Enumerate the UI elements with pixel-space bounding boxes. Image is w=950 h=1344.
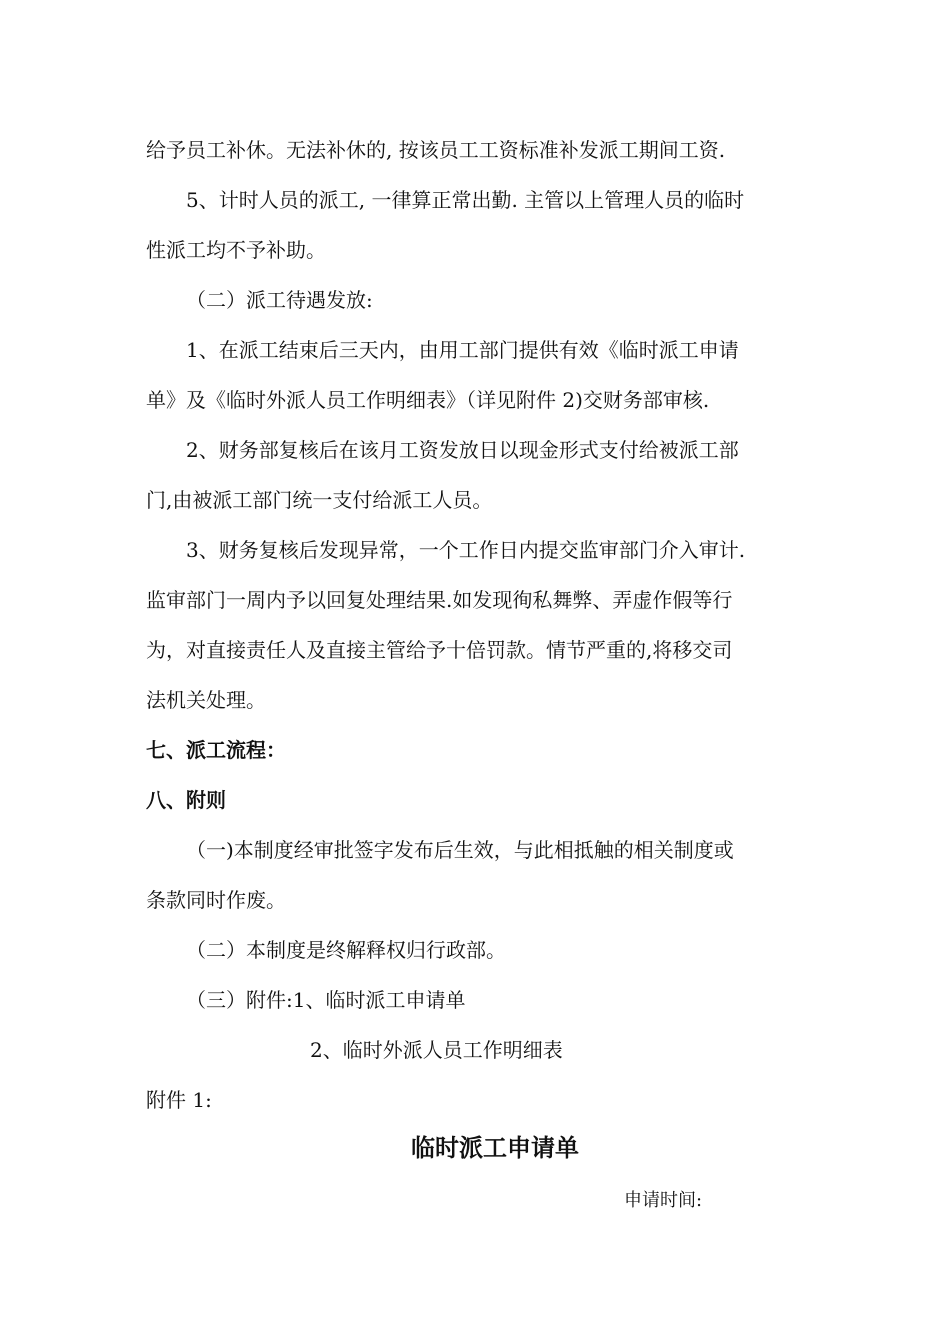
section-heading-appendix: 八、附则: [146, 788, 226, 812]
appendix-line: 2、临时外派人员工作明细表: [310, 1038, 563, 1062]
paragraph-line: （二）派工待遇发放:: [186, 288, 373, 312]
paragraph-line: 为，对直接责任人及直接主管给予十倍罚款。情节严重的,将移交司: [146, 638, 733, 662]
attachment-label: 附件 1:: [146, 1088, 212, 1112]
paragraph-line: 2、财务部复核后在该月工资发放日以现金形式支付给被派工部: [186, 438, 739, 462]
apply-time-label: 申请时间:: [624, 1190, 703, 1211]
paragraph-line: 性派工均不予补助。: [146, 238, 326, 262]
paragraph-line: 3、财务复核后发现异常，一个工作日内提交监审部门介入审计.: [186, 538, 746, 562]
form-title: 临时派工申请单: [411, 1134, 579, 1162]
paragraph-line: 法机关处理。: [146, 688, 266, 712]
appendix-line: 条款同时作废。: [146, 888, 286, 912]
paragraph-line: 5、计时人员的派工, 一律算正常出勤. 主管以上管理人员的临时: [186, 188, 745, 212]
paragraph-line: 给予员工补休。无法补休的, 按该员工工资标准补发派工期间工资.: [146, 138, 726, 162]
paragraph-line: 单》及《临时外派人员工作明细表》（详见附件 2)交财务部审核.: [146, 388, 710, 412]
paragraph-line: 1、在派工结束后三天内，由用工部门提供有效《临时派工申请: [186, 338, 739, 362]
appendix-line: （三）附件:1、临时派工申请单: [186, 988, 466, 1012]
appendix-line: （一)本制度经审批签字发布后生效，与此相抵触的相关制度或: [186, 838, 734, 862]
paragraph-line: 监审部门一周内予以回复处理结果.如发现徇私舞弊、弄虚作假等行: [146, 588, 733, 612]
appendix-line: （二）本制度是终解释权归行政部。: [186, 938, 506, 962]
paragraph-line: 门,由被派工部门统一支付给派工人员。: [146, 488, 493, 512]
section-heading-process: 七、派工流程：: [146, 738, 286, 762]
